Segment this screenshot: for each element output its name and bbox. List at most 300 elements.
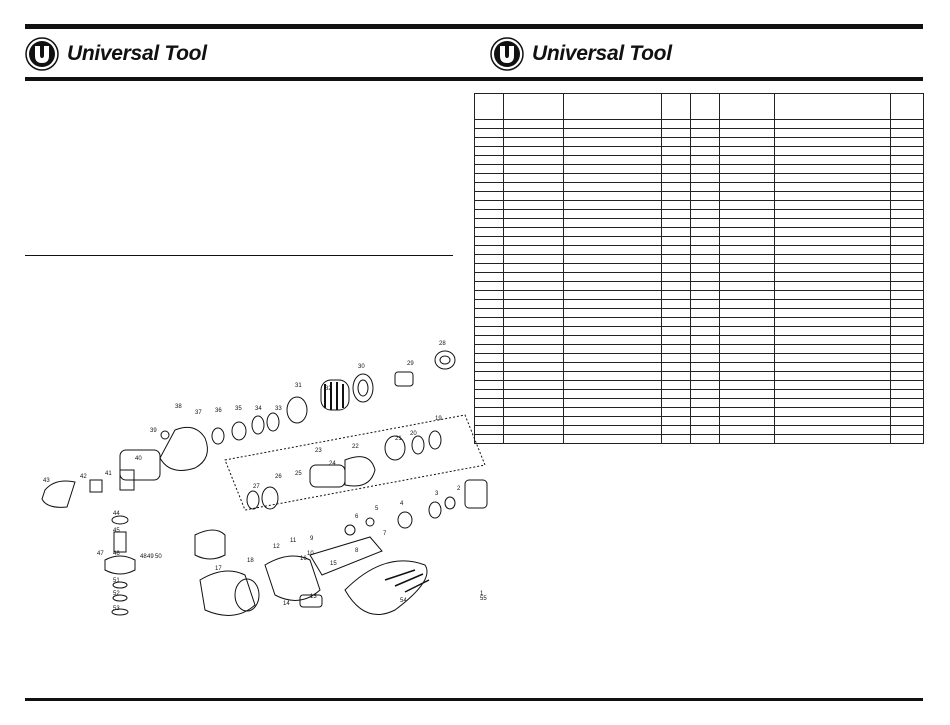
table-cell (891, 309, 924, 318)
table-cell (720, 426, 775, 435)
table-cell (720, 399, 775, 408)
table-cell (891, 435, 924, 444)
part-callout-label: 11 (290, 538, 297, 544)
table-cell (475, 237, 504, 246)
table-cell (504, 246, 564, 255)
table-cell (504, 183, 564, 192)
table-cell (775, 138, 891, 147)
table-header-cell (564, 94, 662, 120)
table-cell (564, 300, 662, 309)
table-cell (720, 336, 775, 345)
table-cell (564, 156, 662, 165)
table-cell (691, 399, 720, 408)
table-cell (691, 264, 720, 273)
part-callout-label: 4 (400, 501, 404, 507)
table-cell (720, 201, 775, 210)
table-cell (775, 255, 891, 264)
table-cell (564, 372, 662, 381)
table-cell (691, 309, 720, 318)
table-cell (775, 345, 891, 354)
table-cell (691, 354, 720, 363)
table-cell (891, 372, 924, 381)
part-callout-label: 12 (273, 544, 280, 550)
table-row (475, 129, 924, 138)
table-cell (691, 390, 720, 399)
table-cell (691, 327, 720, 336)
table-cell (564, 354, 662, 363)
table-cell (504, 255, 564, 264)
table-cell (720, 219, 775, 228)
table-cell (775, 363, 891, 372)
table-cell (564, 192, 662, 201)
part-callout-label: 36 (215, 408, 222, 414)
table-cell (691, 300, 720, 309)
table-cell (475, 201, 504, 210)
table-cell (504, 435, 564, 444)
part-callout-label: 13 (310, 594, 317, 600)
table-cell (662, 345, 691, 354)
table-cell (891, 363, 924, 372)
table-cell (662, 318, 691, 327)
brand-left (25, 34, 207, 74)
table-cell (662, 354, 691, 363)
table-cell (564, 336, 662, 345)
table-cell (891, 408, 924, 417)
table-row (475, 147, 924, 156)
table-row (475, 246, 924, 255)
table-row (475, 201, 924, 210)
table-cell (720, 147, 775, 156)
table-cell (720, 237, 775, 246)
table-cell (504, 408, 564, 417)
table-cell (691, 408, 720, 417)
table-cell (662, 237, 691, 246)
table-cell (691, 255, 720, 264)
table-cell (775, 426, 891, 435)
table-cell (891, 246, 924, 255)
table-cell (662, 174, 691, 183)
table-row (475, 318, 924, 327)
table-cell (775, 309, 891, 318)
part-callout-label: 51 (113, 578, 120, 584)
universal-tool-logo-icon (490, 37, 524, 71)
table-cell (662, 336, 691, 345)
table-cell (504, 219, 564, 228)
table-cell (564, 120, 662, 129)
table-cell (891, 390, 924, 399)
table-cell (475, 138, 504, 147)
table-cell (775, 273, 891, 282)
table-cell (504, 399, 564, 408)
table-cell (662, 201, 691, 210)
table-row (475, 327, 924, 336)
table-cell (720, 408, 775, 417)
table-cell (720, 417, 775, 426)
table-cell (475, 129, 504, 138)
table-cell (564, 228, 662, 237)
table-header-row (475, 94, 924, 120)
table-cell (564, 129, 662, 138)
table-cell (775, 174, 891, 183)
table-cell (504, 138, 564, 147)
table-cell (720, 345, 775, 354)
table-cell (564, 174, 662, 183)
table-cell (891, 183, 924, 192)
table-row (475, 309, 924, 318)
table-cell (662, 129, 691, 138)
table-cell (720, 291, 775, 300)
part-callout-label: 52 (113, 591, 120, 597)
table-cell (891, 381, 924, 390)
table-cell (564, 291, 662, 300)
table-row (475, 156, 924, 165)
table-cell (720, 300, 775, 309)
table-row (475, 282, 924, 291)
table-cell (662, 138, 691, 147)
table-cell (691, 318, 720, 327)
table-cell (475, 282, 504, 291)
table-cell (775, 399, 891, 408)
table-cell (775, 237, 891, 246)
table-cell (662, 219, 691, 228)
table-cell (720, 165, 775, 174)
table-cell (775, 417, 891, 426)
part-callout-label: 40 (135, 456, 142, 462)
table-cell (891, 426, 924, 435)
part-callout-label: 6 (355, 514, 359, 520)
table-cell (504, 318, 564, 327)
table-cell (720, 318, 775, 327)
table-cell (564, 138, 662, 147)
table-cell (691, 201, 720, 210)
table-cell (564, 327, 662, 336)
table-cell (662, 300, 691, 309)
table-cell (691, 219, 720, 228)
table-cell (475, 147, 504, 156)
table-cell (720, 372, 775, 381)
table-row (475, 219, 924, 228)
table-cell (691, 228, 720, 237)
table-cell (662, 228, 691, 237)
table-cell (504, 309, 564, 318)
table-cell (475, 264, 504, 273)
table-row (475, 192, 924, 201)
table-row (475, 336, 924, 345)
table-row (475, 300, 924, 309)
part-callout-label: 46 (113, 551, 120, 557)
table-cell (475, 228, 504, 237)
part-callout-label: 41 (105, 471, 112, 477)
part-callout-label: 29 (407, 361, 414, 367)
table-cell (662, 408, 691, 417)
table-cell (564, 309, 662, 318)
table-cell (691, 426, 720, 435)
table-row (475, 417, 924, 426)
table-cell (891, 399, 924, 408)
table-cell (564, 219, 662, 228)
table-header-cell (691, 94, 720, 120)
table-cell (662, 417, 691, 426)
table-cell (891, 228, 924, 237)
table-cell (891, 129, 924, 138)
table-row (475, 372, 924, 381)
table-row (475, 435, 924, 444)
table-cell (691, 381, 720, 390)
table-cell (475, 156, 504, 165)
table-cell (475, 318, 504, 327)
table-cell (891, 237, 924, 246)
table-cell (691, 147, 720, 156)
part-callout-label: 50 (155, 554, 162, 560)
table-row (475, 354, 924, 363)
table-cell (775, 120, 891, 129)
table-cell (691, 273, 720, 282)
part-callout-label: 35 (235, 406, 242, 412)
table-cell (504, 174, 564, 183)
table-cell (891, 219, 924, 228)
table-cell (691, 336, 720, 345)
table-row (475, 345, 924, 354)
part-callout-label: 7 (383, 531, 387, 537)
part-callout-label: 47 (97, 551, 104, 557)
table-cell (775, 318, 891, 327)
part-callout-label: 43 (43, 478, 50, 484)
table-cell (720, 210, 775, 219)
table-cell (720, 381, 775, 390)
footer-rule (25, 698, 923, 701)
table-cell (720, 264, 775, 273)
table-cell (775, 435, 891, 444)
section-divider (25, 255, 453, 256)
table-cell (662, 147, 691, 156)
table-cell (475, 183, 504, 192)
table-cell (720, 327, 775, 336)
part-callout-label: 39 (150, 428, 157, 434)
part-callout-label: 49 (147, 554, 154, 560)
table-cell (504, 264, 564, 273)
table-cell (564, 435, 662, 444)
table-cell (720, 228, 775, 237)
table-cell (891, 138, 924, 147)
table-cell (891, 174, 924, 183)
table-cell (662, 273, 691, 282)
table-row (475, 210, 924, 219)
table-cell (775, 219, 891, 228)
table-cell (504, 426, 564, 435)
table-cell (564, 282, 662, 291)
table-cell (504, 363, 564, 372)
table-cell (775, 147, 891, 156)
table-cell (475, 309, 504, 318)
part-callout-label: 16 (300, 556, 307, 562)
table-cell (720, 390, 775, 399)
table-cell (662, 246, 691, 255)
table-cell (662, 282, 691, 291)
table-cell (662, 165, 691, 174)
table-cell (891, 147, 924, 156)
table-cell (662, 426, 691, 435)
table-cell (720, 273, 775, 282)
table-cell (691, 237, 720, 246)
table-cell (775, 246, 891, 255)
table-cell (504, 201, 564, 210)
table-cell (475, 246, 504, 255)
part-callout-label: 55 (480, 596, 487, 602)
table-cell (720, 255, 775, 264)
table-cell (662, 255, 691, 264)
table-cell (564, 210, 662, 219)
table-cell (504, 345, 564, 354)
part-callout-label: 9 (310, 536, 314, 542)
table-cell (891, 273, 924, 282)
table-cell (775, 165, 891, 174)
table-cell (564, 183, 662, 192)
table-cell (564, 345, 662, 354)
part-callout-label: 53 (113, 606, 120, 612)
table-cell (475, 255, 504, 264)
table-cell (720, 435, 775, 444)
part-callout-label: 24 (329, 461, 336, 467)
table-cell (475, 219, 504, 228)
table-row (475, 237, 924, 246)
part-callout-label: 25 (295, 471, 302, 477)
table-row (475, 174, 924, 183)
table-cell (691, 165, 720, 174)
table-header-cell (504, 94, 564, 120)
table-cell (691, 210, 720, 219)
table-cell (720, 129, 775, 138)
table-cell (775, 390, 891, 399)
brand-name: Universal Tool (532, 42, 672, 65)
table-cell (504, 273, 564, 282)
table-cell (504, 228, 564, 237)
table-cell (720, 120, 775, 129)
table-cell (691, 192, 720, 201)
table-cell (504, 291, 564, 300)
table-cell (691, 129, 720, 138)
table-header-cell (720, 94, 775, 120)
table-cell (564, 255, 662, 264)
table-cell (564, 417, 662, 426)
table-cell (504, 300, 564, 309)
table-cell (564, 201, 662, 210)
table-cell (775, 228, 891, 237)
table-row (475, 399, 924, 408)
table-row (475, 363, 924, 372)
table-cell (720, 156, 775, 165)
table-row (475, 381, 924, 390)
table-cell (691, 282, 720, 291)
table-cell (662, 399, 691, 408)
table-row (475, 390, 924, 399)
table-cell (891, 210, 924, 219)
table-cell (775, 381, 891, 390)
table-cell (662, 192, 691, 201)
table-cell (504, 237, 564, 246)
table-cell (891, 255, 924, 264)
table-cell (475, 273, 504, 282)
table-cell (691, 138, 720, 147)
part-callout-label: 5 (375, 506, 379, 512)
table-cell (504, 147, 564, 156)
table-cell (564, 147, 662, 156)
table-row (475, 228, 924, 237)
table-cell (662, 156, 691, 165)
table-row (475, 264, 924, 273)
table-cell (891, 282, 924, 291)
table-cell (504, 417, 564, 426)
table-cell (564, 165, 662, 174)
table-header-cell (662, 94, 691, 120)
table-cell (691, 363, 720, 372)
table-cell (891, 336, 924, 345)
table-cell (564, 318, 662, 327)
table-row (475, 165, 924, 174)
part-callout-label: 26 (275, 474, 282, 480)
table-cell (504, 156, 564, 165)
table-cell (691, 120, 720, 129)
part-callout-label: 33 (275, 406, 282, 412)
table-cell (775, 372, 891, 381)
table-cell (691, 435, 720, 444)
part-callout-label: 17 (215, 566, 222, 572)
table-row (475, 138, 924, 147)
table-row (475, 255, 924, 264)
table-header-cell (891, 94, 924, 120)
table-cell (691, 417, 720, 426)
table-cell (662, 264, 691, 273)
table-cell (775, 300, 891, 309)
table-cell (564, 426, 662, 435)
table-cell (662, 390, 691, 399)
table-cell (475, 291, 504, 300)
part-callout-label: 1 (480, 591, 484, 597)
table-cell (475, 300, 504, 309)
part-callout-label: 18 (247, 558, 254, 564)
part-callout-label: 38 (175, 404, 182, 410)
table-cell (662, 309, 691, 318)
table-row (475, 426, 924, 435)
table-cell (691, 246, 720, 255)
part-callout-label: 21 (395, 436, 402, 442)
universal-tool-logo-icon (25, 37, 59, 71)
table-cell (662, 363, 691, 372)
table-cell (720, 138, 775, 147)
part-callout-label: 30 (358, 364, 365, 370)
table-cell (504, 210, 564, 219)
part-callout-label: 14 (283, 601, 290, 607)
part-callout-label: 48 (140, 554, 147, 560)
part-callout-label: 54 (400, 598, 407, 604)
part-callout-label: 15 (330, 561, 337, 567)
table-cell (775, 354, 891, 363)
table-cell (775, 192, 891, 201)
table-header-cell (475, 94, 504, 120)
table-cell (720, 282, 775, 291)
part-callout-label: 32 (325, 386, 332, 392)
table-cell (720, 174, 775, 183)
table-cell (775, 336, 891, 345)
part-callout-label: 23 (315, 448, 322, 454)
table-cell (891, 318, 924, 327)
table-cell (775, 129, 891, 138)
table-row (475, 408, 924, 417)
table-cell (475, 165, 504, 174)
table-cell (775, 201, 891, 210)
table-cell (891, 300, 924, 309)
table-cell (504, 165, 564, 174)
table-cell (891, 354, 924, 363)
